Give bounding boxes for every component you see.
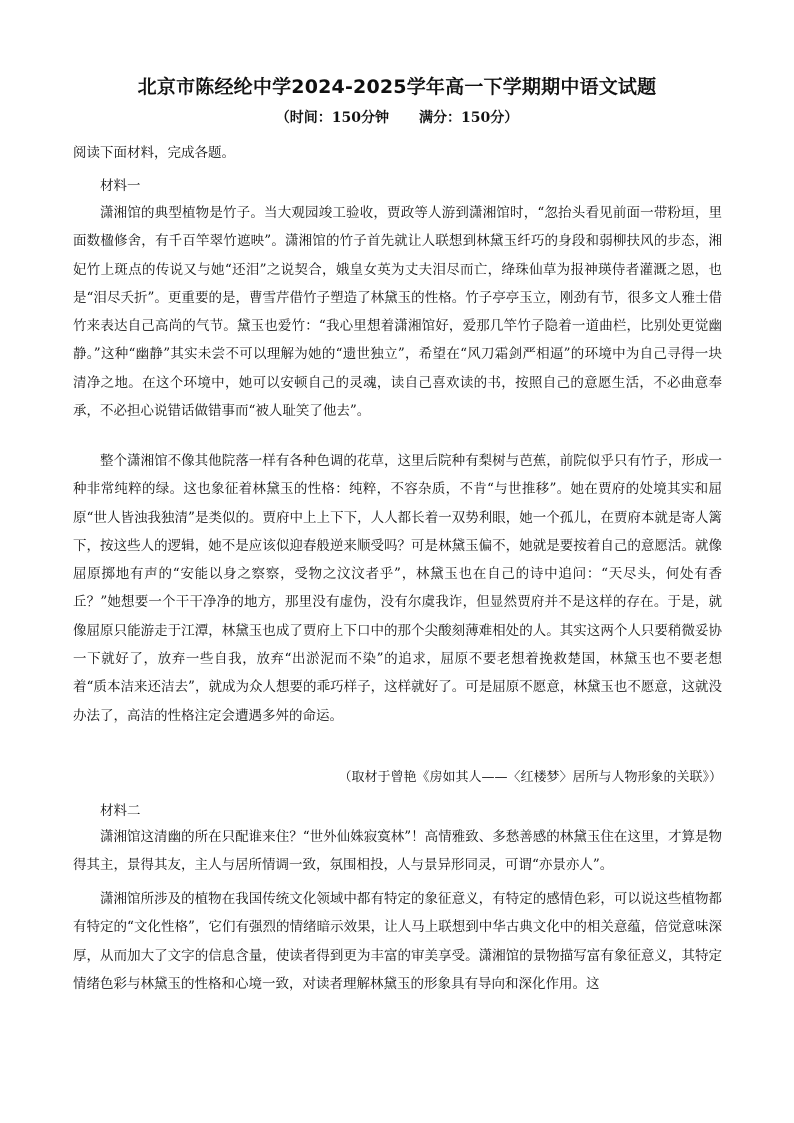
exam-info (0, 107, 794, 127)
instruction-text: 阅读下面材料，完成各题。 (73, 145, 235, 161)
material1-source: （取材于曾艳《房如其人——〈红楼梦〉居所与人物形象的关联》） (338, 770, 722, 785)
material2-paragraph-2: 潇湘馆所涉及的植物在我国传统文化领域中都有特定的象征意义，有特定的感情色彩，可以说这些植物都有特定的“文化性格”，它们有强烈的情绪暗示效果，让人马上联想到中华古典文化中的相关意蕴，倍觉意味深厚，从而加大了文字的信息含量，使读者得到更为丰富的审美享受。潇湘馆的景物描写富有象征意义，其特定情绪色彩与林黛玉的性格和心境一致，对读者理解林黛玉的形象具有导向和深化作用。这 (73, 891, 722, 992)
material2-paragraph-1: 潇湘馆这清幽的所在只配谁来住？“世外仙姝寂寞林”！高情雅致、多愁善感的林黛玉住在这里，才算是物得其主，景得其友，主人与居所情调一致，氛围相投，人与景异形同灵，可谓“亦景亦人”。 (73, 829, 722, 874)
material2-heading: 材料二 (100, 803, 141, 819)
document-title: 北京市陈经纶中学2024-2025学年高一下学期期中语文试题 (137, 76, 657, 98)
material1-paragraph-1: 潇湘馆的典型植物是竹子。当大观园竣工验收，贾政等人游到潇湘馆时，“忽抬头看见前面一带粉垣，里面数楹修舍，有千百竿翠竹遮映”。潇湘馆的竹子首先就让人联想到林黛玉纤巧的身段和弱柳扶风的步态，湘妃竹上斑点的传说又与她“还泪”之说契合，娥皇女英为丈夫泪尽而亡，绛珠仙草为报神瑛侍者灌溉之恩，也是“泪尽夭折”。更重要的是，曹雪芹借竹子塑造了林黛玉的性格。竹子亭亭玉立，刚劲有节，很多文人雅士借竹来表达自己高尚的气节。黛玉也爱竹：“我心里想着潇湘馆好，爱那几竿竹子隐着一道曲栏，比别处更觉幽静。”这种“幽静”其实未尝不可以理解为她的“遗世独立”，希望在“风刀霜剑严相逼”的环境中为自己寻得一块清净之地。在这个环境中，她可以安顿自己的灵魂，读自己喜欢读的书，按照自己的意愿生活，不必曲意奉承，不必担心说错话做错事而“被人耻笑了他去”。 (73, 205, 722, 420)
material1-heading: 材料一 (100, 178, 141, 194)
material1-paragraph-2: 整个潇湘馆不像其他院落一样有各种色调的花草，这里后院种有梨树与芭蕉，前院似乎只有竹子，形成一种非常纯粹的绿。这也象征着林黛玉的性格：纯粹，不容杂质，不肯“与世推移”。她在贾府的处境其实和屈原“世人皆浊我独清”是类似的。贾府中上上下下，人人都长着一双势利眼，她一个孤儿，在贾府本就是寄人篱下，按这些人的逻辑，她不是应该似迎春般逆来顺受吗？可是林黛玉偏不，她就是要按着自己的意愿活。就像屈原掷地有声的“安能以身之察察，受物之汶汶者乎”，林黛玉也在自己的诗中追问：“天尽头，何处有香丘？”她想要一个干干净净的地方，那里没有虚伪，没有尔虞我诈，但显然贾府并不是这样的存在。于是，就像屈原只能游走于江潭，林黛玉也成了贾府上下口中的那个尖酸刻薄难相处的人。其实这两个人只要稍微妥协一下就好了，放弃一些自我，放弃“出淤泥而不染”的追求，屈原不要老想着挽救楚国，林黛玉也不要老想着“质本洁来还洁去”，就成为众人想要的乖巧样子，这样就好了。可是屈原不愿意，林黛玉也不愿意，这就没办法了，高洁的性格注定会遭遇多舛的命运。 (73, 453, 722, 724)
score-label: 满分：150分） (419, 110, 519, 126)
time-label: （时间：150分钟 (275, 110, 389, 126)
